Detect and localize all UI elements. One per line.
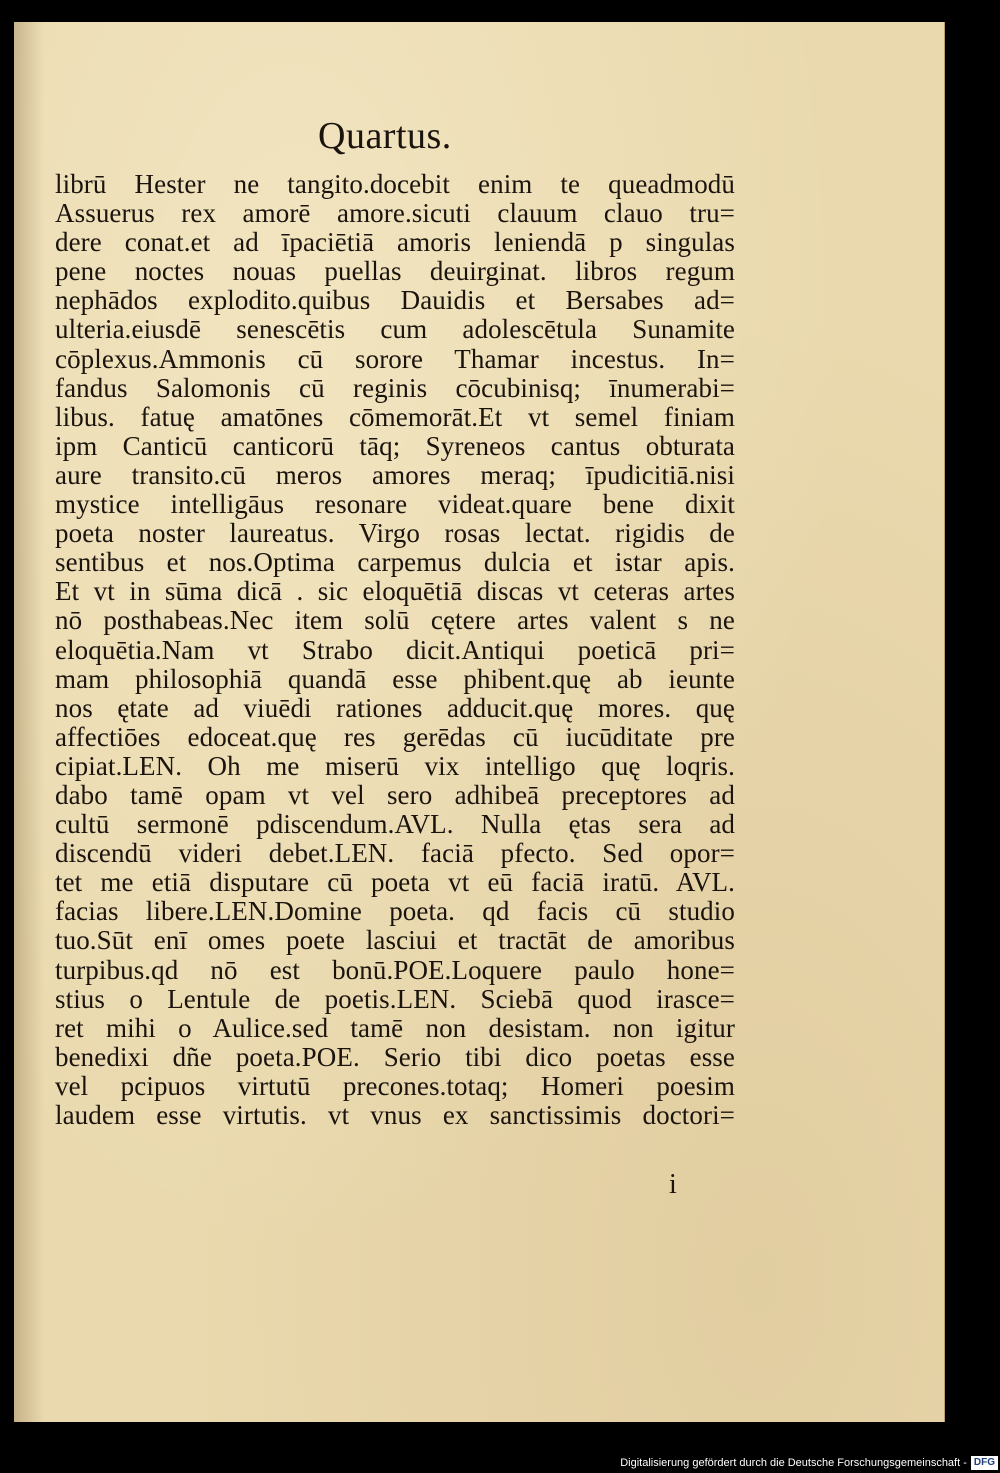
text-line: tet me etiā disputare cū poeta vt eū faciā iratū. AVL. (55, 867, 735, 898)
text-line: ret mihi o Aulice.sed tamē non desistam. non igitur (55, 1012, 735, 1043)
text-line: mystice intelligāus resonare videat.quare bene dixit (55, 489, 735, 520)
text-line: mam philosophiā quandā esse phibent.quę ab ieunte (55, 663, 735, 694)
text-line: poeta noster laureatus. Virgo rosas lectat. rigidis de (55, 518, 735, 549)
text-line: laudem esse virtutis. vt vnus ex sanctissimis doctori= (55, 1100, 735, 1130)
text-line: eloquētia.Nam vt Strabo dicit.Antiqui poeticā pri= (55, 634, 735, 665)
text-line: nos ętate ad viuēdi rationes adducit.quę mores. quę (55, 692, 735, 723)
dfg-logo-icon: DFG (971, 1456, 998, 1470)
text-line: nephādos explodito.quibus Dauidis et Bersabes ad= (55, 285, 735, 316)
text-line: fandus Salomonis cū reginis cōcubinisq; īnumerabi= (55, 372, 735, 403)
text-line: Et vt in sūma dicā . sic eloquētiā discas vt ceteras artes (55, 576, 735, 607)
funding-footer (588, 1453, 1000, 1473)
page-heading: Quartus. (318, 115, 452, 157)
text-line: aure transito.cū meros amores meraq; īpudicitiā.nisi (55, 459, 735, 490)
text-line: stius o Lentule de poetis.LEN. Sciebā quod irasce= (55, 983, 735, 1014)
gutter-shadow (14, 22, 44, 1422)
text-line: ipm Canticū canticorū tāq; Syreneos cantus obturata (55, 430, 735, 461)
text-line: cōplexus.Ammonis cū sorore Thamar incestus. In= (55, 343, 735, 374)
text-line: cipiat.LEN. Oh me miserū vix intelligo quę loqris. (55, 750, 735, 781)
text-line: Assuerus rex amorē amore.sicuti clauum clauo tru= (55, 198, 735, 229)
text-line: facias libere.LEN.Domine poeta. qd facis cū studio (55, 896, 735, 927)
text-line: libus. fatuę amatōnes cōmemorāt.Et vt semel finiam (55, 401, 735, 432)
text-line: cultū sermonē pdiscendum.AVL. Nulla ętas sera ad (55, 809, 735, 840)
text-line: vel pcipuos virtutū precones.totaq; Homeri poesim (55, 1070, 735, 1101)
text-line: ulteria.eiusdē senescētis cum adolescētula Sunamite (55, 314, 735, 345)
text-line: dere conat.et ad īpaciētiā amoris leniendā p singulas (55, 227, 735, 258)
signature-mark: i (669, 1169, 677, 1200)
text-block (55, 170, 735, 1130)
text-line: dabo tamē opam vt vel sero adhibeā preceptores ad (55, 779, 735, 810)
funding-notice: Digitalisierung gefördert durch die Deutsche Forschungsgemeinschaft - (620, 1457, 967, 1469)
text-line: tuo.Sūt enī omes poete lasciui et tractāt de amoribus (55, 925, 735, 956)
text-line: discendū videri debet.LEN. faciā pfecto. Sed opor= (55, 838, 735, 869)
book-page (14, 22, 945, 1422)
text-line: librū Hester ne tangito.docebit enim te queadmodū (55, 169, 735, 199)
text-line: pene noctes nouas puellas deuirginat. libros regum (55, 256, 735, 287)
text-line: affectiōes edoceat.quę res gerēdas cū iucūditate pre (55, 721, 735, 752)
text-line: benedixi dñe poeta.POE. Serio tibi dico poetas esse (55, 1041, 735, 1072)
text-line: sentibus et nos.Optima carpemus dulcia et istar apis. (55, 547, 735, 578)
text-line: turpibus.qd nō est bonū.POE.Loquere paulo hone= (55, 954, 735, 985)
text-line: nō posthabeas.Nec item solū cętere artes valent s ne (55, 605, 735, 636)
